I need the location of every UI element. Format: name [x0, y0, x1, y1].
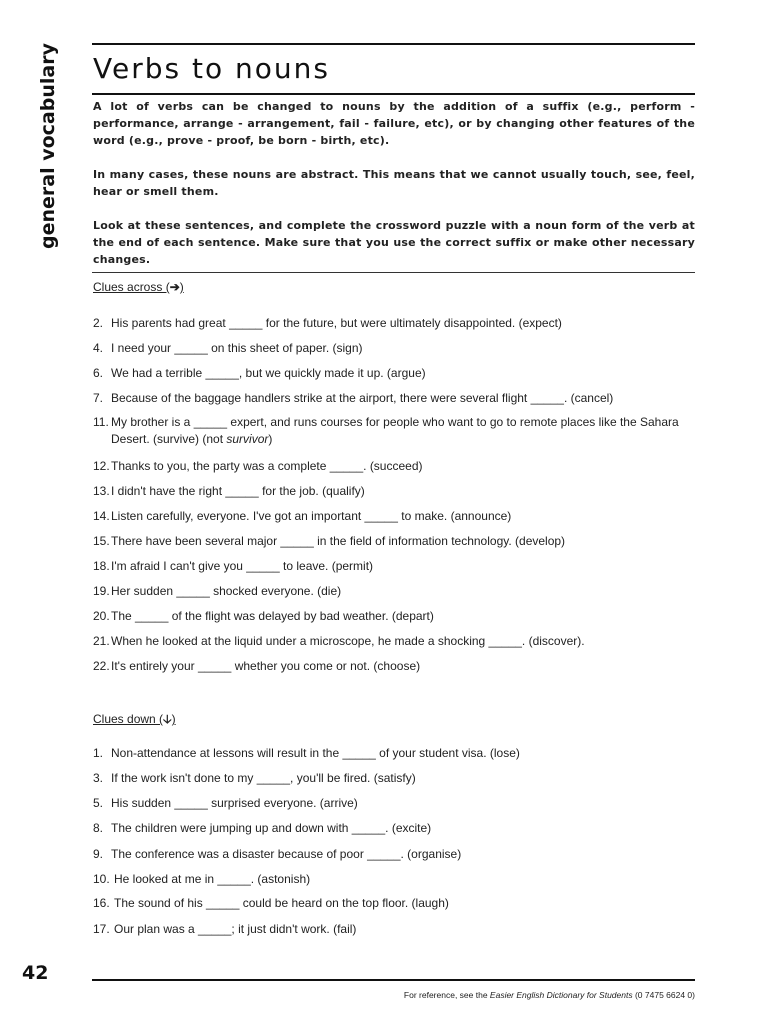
- clue-text: When he looked at the liquid under a microscope, he made a shocking _____. (discover).: [111, 634, 585, 648]
- clue-number: 14.: [93, 509, 110, 523]
- clue-down-8: [93, 820, 695, 837]
- clue-number: 18.: [93, 559, 110, 573]
- clues-down-heading: [93, 710, 176, 731]
- clue-text: The children were jumping up and down with _____. (excite): [111, 821, 432, 835]
- clue-across-7: [93, 390, 695, 407]
- clue-text: The _____ of the flight was delayed by bad weather. (depart): [111, 609, 434, 623]
- footer-prefix: For reference, see the: [403, 990, 490, 1000]
- footer-reference: [404, 990, 695, 1000]
- clue-across-15: [93, 533, 695, 550]
- clue-text: His sudden _____ surprised everyone. (arrive): [111, 796, 358, 810]
- clue-number: 2.: [93, 316, 104, 330]
- clue-text: Non-attendance at lessons will result in the _____ of your student visa. (lose): [111, 746, 520, 760]
- clues-across-close: ): [179, 280, 184, 294]
- bottom-rule: [92, 979, 695, 981]
- arrow-right-icon: ➔: [169, 280, 180, 294]
- intro-paragraph-2: In many cases, these nouns are abstract. This means that we cannot usually touch, see, feel, hear or smell them.: [93, 168, 695, 198]
- clues-across-label: Clues across (: [93, 280, 170, 294]
- clue-text: Her sudden _____ shocked everyone. (die): [111, 584, 342, 598]
- intro-paragraph-1: A lot of verbs can be changed to nouns by the addition of a suffix (e.g., perform - performance, arrange - arrangement, fail - failure, etc), or by changing other features of the word (e.g., prove - proof, be born - birth, etc).: [93, 100, 695, 147]
- clue-number: 3.: [93, 771, 104, 785]
- clue-across-2: [93, 315, 695, 332]
- clue-down-9: [93, 846, 695, 863]
- clue-across-18: [93, 558, 695, 575]
- arrow-down-icon: 🡣: [163, 712, 172, 726]
- side-section-title: [22, 43, 74, 249]
- clue-across-22: [93, 658, 695, 675]
- clue-text: His parents had great _____ for the future, but were ultimately disappointed. (expect): [111, 316, 562, 330]
- clues-across-heading: [93, 280, 184, 294]
- clue-text: The conference was a disaster because of poor _____. (organise): [111, 847, 462, 861]
- clue-down-10: [93, 871, 695, 888]
- clue-across-12: [93, 458, 695, 475]
- clue-text: He looked at me in _____. (astonish): [114, 872, 311, 886]
- clue-number: 4.: [93, 341, 104, 355]
- clue-across-14: [93, 508, 695, 525]
- clue-number: 16.: [93, 896, 110, 910]
- clue-number: 21.: [93, 634, 110, 648]
- clue-number: 19.: [93, 584, 110, 598]
- clue-number: 6.: [93, 366, 104, 380]
- clue-text: If the work isn't done to my _____, you'll be fired. (satisfy): [111, 771, 416, 785]
- clue-down-5: [93, 795, 695, 812]
- footer-book-title: Easier English Dictionary for Students: [489, 990, 633, 1000]
- clue-text: Listen carefully, everyone. I've got an important _____ to make. (announce): [111, 509, 512, 523]
- clues-down-label: Clues down (: [93, 712, 164, 726]
- clue-across-13: [93, 483, 695, 500]
- clue-across-20: [93, 608, 695, 625]
- clue-number: 9.: [93, 847, 104, 861]
- clue-down-3: [93, 770, 695, 787]
- intro-paragraph-3: Look at these sentences, and complete the crossword puzzle with a noun form of the verb at the end of each sentence. Make sure that you use the correct suffix or make other necessary changes.: [93, 219, 695, 266]
- intro-rule: [92, 272, 695, 273]
- clue-down-1: [93, 745, 695, 762]
- clue-number: 22.: [93, 659, 110, 673]
- clue-number: 11.: [93, 415, 109, 429]
- top-rule: [92, 43, 695, 45]
- clue-text: I didn't have the right _____ for the job. (qualify): [111, 484, 365, 498]
- clue-text: The sound of his _____ could be heard on the top floor. (laugh): [114, 896, 449, 910]
- clue-number: 17.: [93, 922, 110, 936]
- clue-text-main: My brother is a _____ expert, and runs courses for people who want to go to remote places like the Sahara Desert. (survive) (not: [111, 415, 679, 446]
- clue-number: 13.: [93, 484, 110, 498]
- clue-number: 10.: [93, 872, 110, 886]
- clue-number: 5.: [93, 796, 104, 810]
- clue-number: 8.: [93, 821, 104, 835]
- clue-across-11: [93, 414, 695, 448]
- side-title-text: general vocabulary: [37, 43, 59, 249]
- clue-text: I need your _____ on this sheet of paper. (sign): [111, 341, 363, 355]
- clue-text: Our plan was a _____; it just didn't work. (fail): [114, 922, 357, 936]
- footer-suffix: (0 7475 6624 0): [632, 990, 695, 1000]
- clue-text: It's entirely your _____ whether you come or not. (choose): [111, 659, 421, 673]
- clue-down-17: [93, 921, 695, 938]
- clue-number: 12.: [93, 459, 110, 473]
- clue-text: We had a terrible _____, but we quickly made it up. (argue): [111, 366, 426, 380]
- clues-down-close: ): [171, 712, 176, 726]
- clue-across-21: [93, 633, 695, 650]
- clue-number: 20.: [93, 609, 110, 623]
- clue-across-6: [93, 365, 695, 382]
- clue-across-19: [93, 583, 695, 600]
- clue-text: [111, 414, 695, 448]
- clue-text: There have been several major _____ in the field of information technology. (develop): [111, 534, 566, 548]
- page-number: 42: [22, 962, 49, 984]
- clue-text-after: ): [268, 432, 273, 446]
- clue-text-italic: survivor: [226, 432, 269, 446]
- clue-text: Thanks to you, the party was a complete _____. (succeed): [111, 459, 423, 473]
- clue-text: I'm afraid I can't give you _____ to leave. (permit): [111, 559, 374, 573]
- clue-across-4: [93, 340, 695, 357]
- clue-text: Because of the baggage handlers strike at the airport, there were several flight _____. (cancel): [111, 391, 614, 405]
- page-title: Verbs to nouns: [93, 52, 330, 85]
- clue-number: 15.: [93, 534, 110, 548]
- title-rule: [92, 93, 695, 95]
- clue-number: 7.: [93, 391, 104, 405]
- clue-number: 1.: [93, 746, 104, 760]
- clue-down-16: [93, 895, 695, 912]
